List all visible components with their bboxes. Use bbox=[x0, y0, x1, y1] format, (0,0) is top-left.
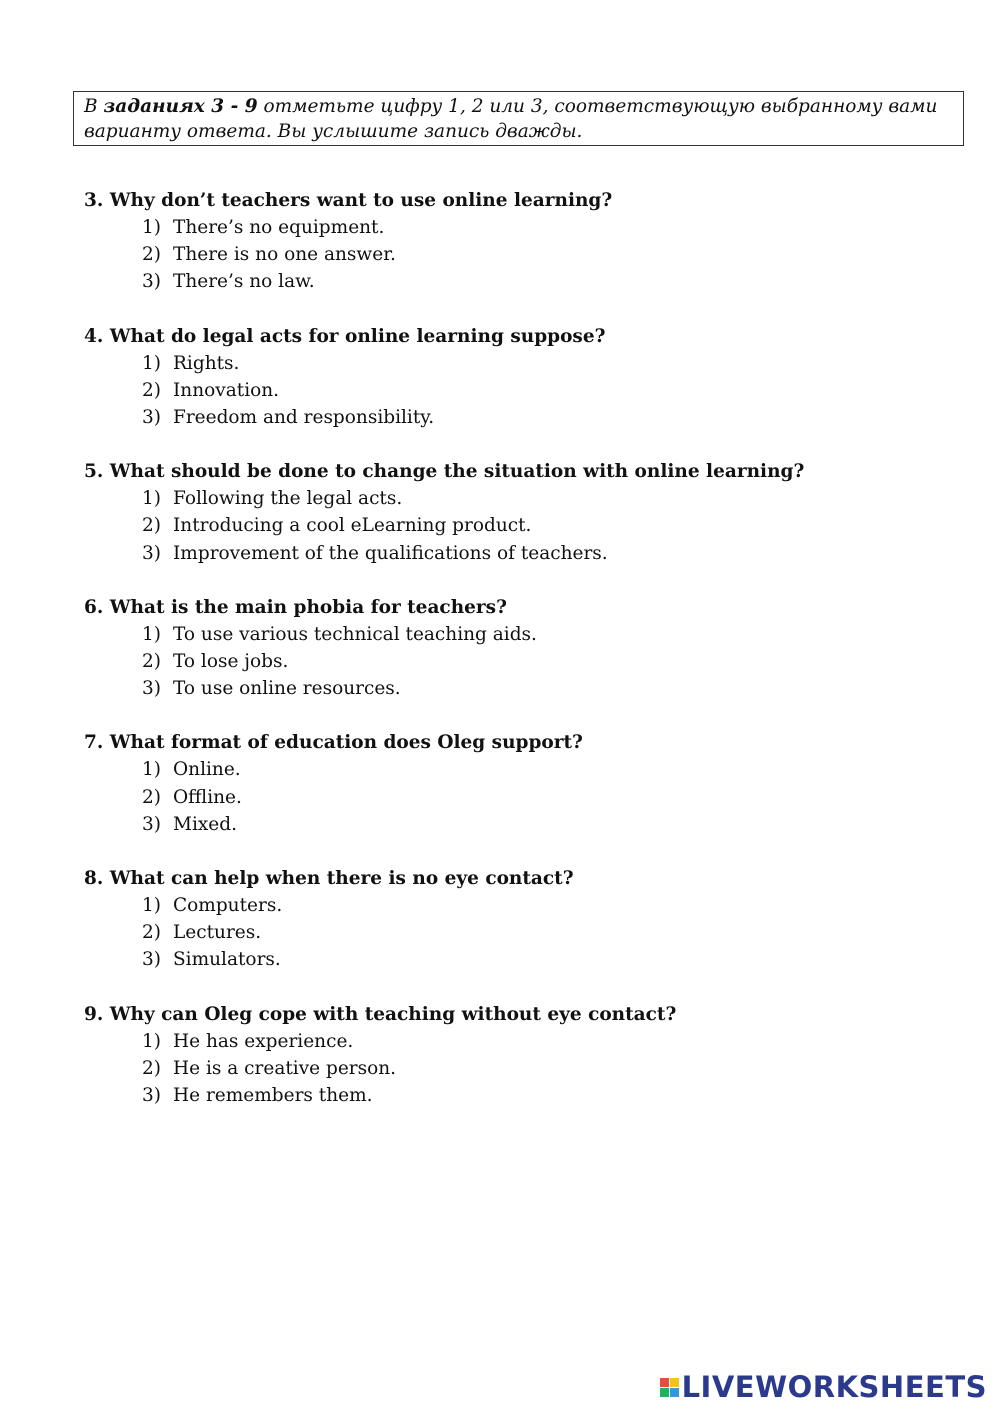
option-number: 1) bbox=[142, 488, 161, 510]
option-1[interactable] bbox=[142, 485, 964, 512]
option-text: Offline. bbox=[173, 786, 242, 808]
options-list bbox=[84, 756, 964, 838]
question-4 bbox=[84, 323, 964, 432]
option-1[interactable] bbox=[142, 214, 964, 241]
option-number: 1) bbox=[142, 759, 161, 781]
option-number: 1) bbox=[142, 217, 161, 238]
option-text: Freedom and responsibility. bbox=[173, 407, 435, 429]
option-number: 3) bbox=[142, 813, 161, 835]
option-2[interactable] bbox=[142, 919, 964, 946]
option-number: 1) bbox=[142, 895, 161, 917]
option-1[interactable] bbox=[142, 621, 964, 648]
logo-square-4 bbox=[670, 1388, 679, 1397]
instruction-text: отметьте цифру 1, 2 или 3, соответствующую выбранному вами варианту ответа. Вы услышите запись дважды. bbox=[84, 96, 938, 142]
option-2[interactable] bbox=[142, 784, 964, 811]
brand-text: LIVEWORKSHEETS bbox=[681, 1370, 987, 1404]
options-list bbox=[84, 1028, 964, 1110]
instruction-box bbox=[73, 91, 964, 146]
option-text: Computers. bbox=[173, 895, 283, 917]
option-text: There’s no equipment. bbox=[173, 217, 385, 238]
option-text: Innovation. bbox=[173, 379, 280, 401]
option-number: 3) bbox=[142, 678, 161, 700]
question-title: 3. Why don’t teachers want to use online learning? bbox=[84, 190, 613, 211]
option-2[interactable] bbox=[142, 241, 964, 268]
option-3[interactable] bbox=[142, 675, 964, 702]
option-text: Following the legal acts. bbox=[173, 488, 403, 510]
option-text: Introducing a cool eLearning product. bbox=[173, 515, 532, 537]
option-text: He has experience. bbox=[173, 1030, 354, 1052]
question-9 bbox=[84, 1001, 964, 1110]
question-5 bbox=[84, 458, 964, 567]
option-3[interactable] bbox=[142, 540, 964, 567]
question-title: 9. Why can Oleg cope with teaching without eye contact? bbox=[84, 1003, 677, 1025]
option-text: Improvement of the qualifications of teachers. bbox=[173, 542, 608, 564]
option-number: 2) bbox=[142, 515, 161, 537]
question-7 bbox=[84, 729, 964, 838]
option-text: To use online resources. bbox=[173, 678, 401, 700]
option-1[interactable] bbox=[142, 756, 964, 783]
option-number: 3) bbox=[142, 949, 161, 971]
option-2[interactable] bbox=[142, 377, 964, 404]
option-text: He remembers them. bbox=[173, 1085, 373, 1107]
option-number: 2) bbox=[142, 379, 161, 401]
logo-square-3 bbox=[660, 1388, 669, 1397]
option-number: 3) bbox=[142, 271, 161, 293]
question-list bbox=[84, 187, 964, 1136]
option-1[interactable] bbox=[142, 1028, 964, 1055]
option-2[interactable] bbox=[142, 1055, 964, 1082]
option-text: There’s no law. bbox=[173, 271, 315, 293]
question-title: 5. What should be done to change the situation with online learning? bbox=[84, 461, 805, 483]
option-text: Simulators. bbox=[173, 949, 281, 971]
option-1[interactable] bbox=[142, 350, 964, 377]
logo-square-1 bbox=[660, 1378, 669, 1387]
option-number: 2) bbox=[142, 786, 161, 808]
option-number: 1) bbox=[142, 623, 161, 645]
option-text: Mixed. bbox=[173, 813, 237, 835]
option-number: 2) bbox=[142, 244, 161, 266]
instruction-bold: заданиях 3 - 9 bbox=[103, 96, 258, 117]
option-number: 3) bbox=[142, 1085, 161, 1107]
option-text: Rights. bbox=[173, 352, 240, 374]
question-title: 6. What is the main phobia for teachers? bbox=[84, 596, 507, 618]
option-number: 2) bbox=[142, 1057, 161, 1079]
option-text: To use various technical teaching aids. bbox=[173, 623, 537, 645]
question-title: 7. What format of education does Oleg support? bbox=[84, 732, 583, 754]
instruction-prefix: В bbox=[84, 96, 104, 117]
option-3[interactable] bbox=[142, 811, 964, 838]
option-3[interactable] bbox=[142, 1082, 964, 1109]
option-text: There is no one answer. bbox=[173, 244, 396, 266]
options-list bbox=[84, 621, 964, 703]
option-2[interactable] bbox=[142, 648, 964, 675]
option-1[interactable] bbox=[142, 892, 964, 919]
options-list bbox=[84, 485, 964, 567]
question-6 bbox=[84, 594, 964, 703]
option-number: 2) bbox=[142, 922, 161, 944]
option-3[interactable] bbox=[142, 404, 964, 431]
logo-square-2 bbox=[670, 1378, 679, 1387]
option-3[interactable] bbox=[142, 268, 964, 295]
option-3[interactable] bbox=[142, 946, 964, 973]
question-title: 8. What can help when there is no eye contact? bbox=[84, 868, 574, 890]
option-text: Lectures. bbox=[173, 922, 262, 944]
question-3 bbox=[84, 187, 964, 296]
options-list bbox=[84, 892, 964, 974]
option-number: 1) bbox=[142, 1030, 161, 1052]
question-title: 4. What do legal acts for online learning suppose? bbox=[84, 325, 606, 347]
liveworksheets-logo-icon bbox=[660, 1378, 679, 1397]
option-2[interactable] bbox=[142, 512, 964, 539]
options-list bbox=[84, 214, 964, 296]
option-text: He is a creative person. bbox=[173, 1057, 397, 1079]
question-8 bbox=[84, 865, 964, 974]
option-text: To lose jobs. bbox=[173, 651, 289, 673]
option-number: 1) bbox=[142, 352, 161, 374]
option-number: 3) bbox=[142, 407, 161, 429]
option-text: Online. bbox=[173, 759, 241, 781]
options-list bbox=[84, 350, 964, 432]
option-number: 2) bbox=[142, 651, 161, 673]
option-number: 3) bbox=[142, 542, 161, 564]
liveworksheets-brand[interactable] bbox=[660, 1370, 987, 1404]
